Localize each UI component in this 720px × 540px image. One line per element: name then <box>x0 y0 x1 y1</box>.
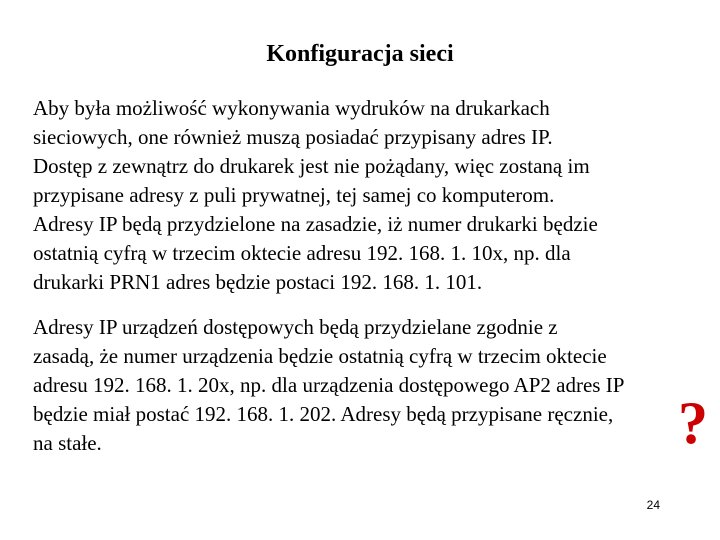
paragraph-line: będzie miał postać 192. 168. 1. 202. Adresy będą przypisane ręcznie, <box>33 402 614 426</box>
paragraph-line: na stałe. <box>33 431 102 455</box>
paragraph-line: drukarki PRN1 adres będzie postaci 192. 168. 1. 101. <box>33 270 483 294</box>
paragraph-line: przypisane adresy z puli prywatnej, tej samej co komputerom. <box>33 183 555 207</box>
paragraph-line: zasadą, że numer urządzenia będzie ostatnią cyfrą w trzecim oktecie <box>33 344 607 368</box>
question-mark-icon: ? <box>678 390 708 456</box>
paragraph-access-devices <box>33 313 698 458</box>
paragraph-line: Adresy IP będą przydzielone na zasadzie, iż numer drukarki będzie <box>33 212 598 236</box>
slide-title: Konfiguracja sieci <box>266 41 454 67</box>
paragraph-line: ostatnią cyfrą w trzecim oktecie adresu 192. 168. 1. 10x, np. dla <box>33 241 571 265</box>
paragraph-line: Adresy IP urządzeń dostępowych będą przydzielane zgodnie z <box>33 315 558 339</box>
paragraph-line: adresu 192. 168. 1. 20x, np. dla urządzenia dostępowego AP2 adres IP <box>33 373 625 397</box>
page-number: 24 <box>646 498 660 512</box>
paragraph-printers <box>33 94 698 297</box>
paragraph-line: Dostęp z zewnątrz do drukarek jest nie pożądany, więc zostaną im <box>33 154 590 178</box>
paragraph-line: sieciowych, one również muszą posiadać przypisany adres IP. <box>33 125 553 149</box>
paragraph-line: Aby była możliwość wykonywania wydruków na drukarkach <box>33 96 550 120</box>
